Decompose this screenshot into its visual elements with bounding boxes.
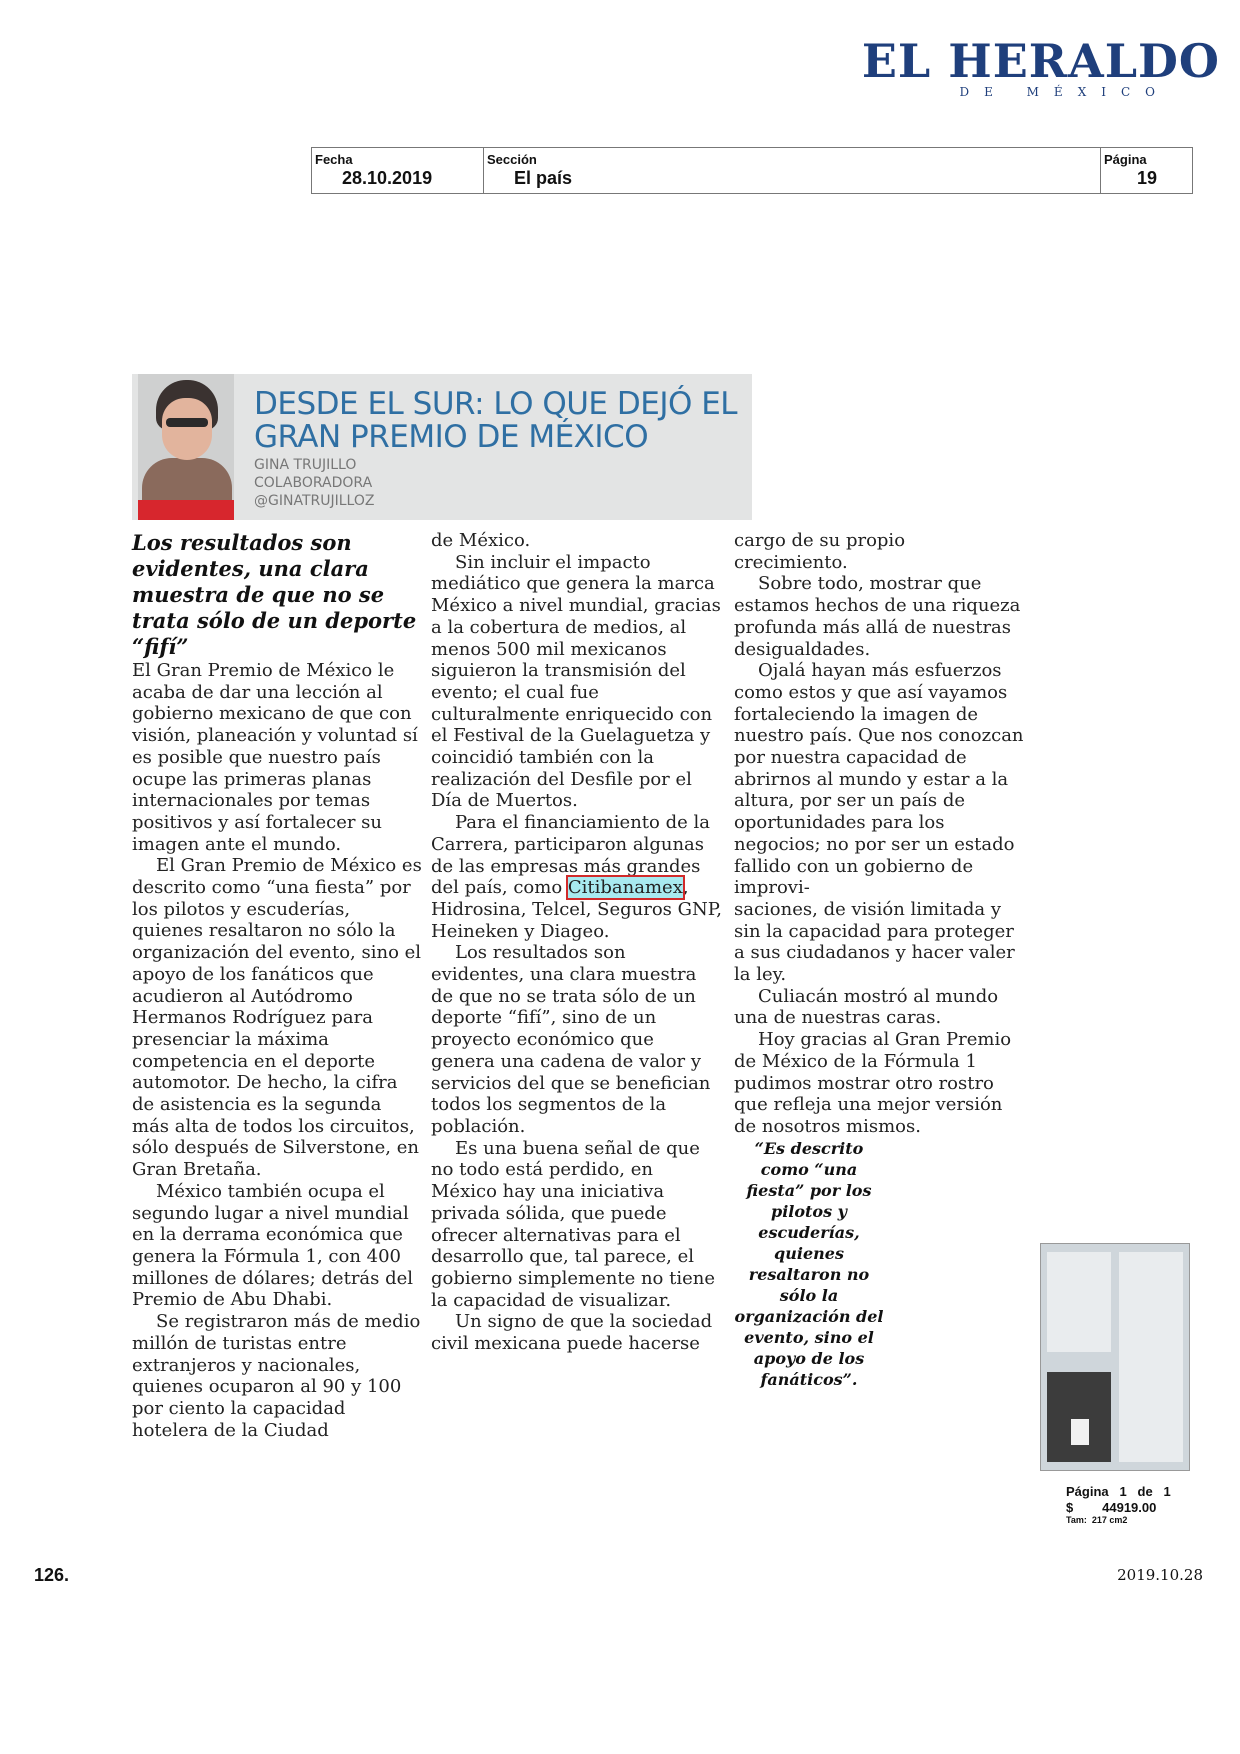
footer-date: 2019.10.28 [1117, 1566, 1203, 1584]
page-thumbnail [1040, 1243, 1190, 1471]
paragraph: México también ocupa el segundo lugar a nivel mundial en la derrama económica que genera la Fórmula 1, con 400 millones de dólares; detrás del Premio de Abu Dhabi. [132, 1180, 414, 1311]
paragraph: Es una buena señal de que no todo está perdido, en México hay una iniciativa privada sólida, que puede ofrecer alternativas para el desarrollo que, tal parece, el gobierno simplemente no tiene la capacidad de visualizar. [431, 1137, 716, 1311]
paragraph: cargo de su propio crecimiento. [734, 530, 906, 573]
paragraph: Los resultados son evidentes, una clara muestra de que no se trata sólo de un deporte “fifí”, sino de un proyecto económico que genera una cadena de valor y servicios del que se benefician todos los segmentos de la población. [431, 942, 711, 1137]
article-title [254, 388, 749, 454]
title-line-1: DESDE EL SUR: LO QUE DEJÓ EL [254, 386, 738, 422]
author-name: GINA TRUJILLO [254, 457, 357, 473]
author-photo [138, 374, 234, 520]
paragraph: Sin incluir el impacto mediático que genera la marca México a nivel mundial, gracias a la cobertura de medios, al menos 500 mil mexicanos siguieron la transmisión del evento; el cual fue culturalmente enriquecido con el Festival de la Guelaguetza y coincidió también con la realización del Desfile por el Día de Muertos. [431, 551, 721, 812]
page-count: Página 1 de 1 [1066, 1484, 1171, 1499]
price-value: $ 44919.00 [1066, 1500, 1157, 1515]
paragraph: Culiacán mostró al mundo una de nuestras caras. [734, 985, 999, 1029]
clipping-info-box [311, 147, 1193, 194]
paragraph: Se registraron más de medio millón de turistas entre extranjeros y nacionales, quienes ocuparon al 90 y 100 por ciento la capacidad hotelera de la Ciudad [132, 1311, 421, 1441]
highlighted-brand: Citibanamex [567, 877, 683, 899]
seccion-label: Sección [487, 152, 537, 167]
size-value: Tam: 217 cm2 [1066, 1515, 1128, 1525]
fecha-value: 28.10.2019 [342, 168, 433, 188]
article-column-1 [132, 530, 422, 1441]
logo-sub-text: DE MÉXICO [959, 85, 1170, 99]
article-column-2 [431, 530, 723, 1355]
author-role: COLABORADORA [254, 475, 373, 491]
article-column-3 [734, 530, 1024, 1390]
text-segment: Para el financiamiento de la Carrera, participaron algunas de las empresas más grandes del país, como [431, 812, 710, 899]
title-line-2: GRAN PREMIO DE MÉXICO [254, 419, 649, 455]
page-info [1066, 1484, 1196, 1525]
paragraph: Hoy gracias al Gran Premio de México de la Fórmula 1 pudimos mostrar otro rostro que refleja una mejor versión de nosotros mismos. [734, 1029, 1012, 1137]
paragraph: Sobre todo, mostrar que estamos hechos de una riqueza profunda más allá de nuestras desigualdades. [734, 573, 1021, 660]
paragraph-wrapped: Ojalá hayan más esfuerzos como estos y que así vayamos fortaleciendo la imagen de nuestro país. Que nos conozcan por nuestra capacidad de abrirnos al mundo y estar a la altura, por ser un país de oportunidades para los negocios; no por ser un estado fallido con un gobierno de improvi- [734, 660, 1024, 899]
footer-number: 126. [34, 1565, 70, 1585]
paragraph: El Gran Premio de México es descrito como “una fiesta” por los pilotos y escuderías, quienes resaltaron no sólo la organización del evento, sino el apoyo de los fanáticos que acudieron al Autódromo Hermanos Rodríguez para presenciar la máxima competencia en el deporte automotor. De hecho, la cifra de asistencia es la segunda más alta de todos los circuitos, sólo después de Silverstone, en Gran Bretaña. [132, 855, 422, 1181]
paragraph: saciones, de visión limitada y sin la capacidad para proteger a sus ciudadanos y hacer valer la ley. [734, 898, 1015, 986]
fecha-label: Fecha [315, 152, 353, 167]
article-lede: Los resultados son evidentes, una clara muestra de que no se trata sólo de un deporte “fifí” [132, 530, 417, 659]
pagina-value: 19 [1137, 168, 1158, 188]
paragraph-sponsors [431, 812, 723, 942]
pull-quote: “Es descrito como “una fiesta” por los pilotos y escuderías, quienes resaltaron no sólo la organización del evento, sino el apoyo de los fanáticos”. [734, 1138, 884, 1389]
newspaper-logo [840, 34, 1220, 100]
author-handle: @GINATRUJILLOZ [254, 493, 375, 509]
logo-main-text: EL HERALDO [861, 34, 1220, 88]
text-segment: , Hidrosina, Telcel, Seguros GNP, Heineken y Diageo. [431, 877, 722, 942]
pagina-label: Página [1104, 152, 1147, 167]
seccion-cell [484, 148, 1101, 193]
fecha-cell [312, 148, 484, 193]
paragraph: El Gran Premio de México le acaba de dar una lección al gobierno mexicano de que con visión, planeación y voluntad sí es posible que nuestro país ocupe las primeras planas internacionales por temas positivos y así fortalecer su imagen ante el mundo. [132, 660, 418, 855]
paragraph: de México. [431, 530, 531, 551]
seccion-value: El país [514, 168, 573, 188]
column-header [132, 374, 752, 520]
pagina-cell [1101, 148, 1191, 193]
paragraph: Un signo de que la sociedad civil mexicana puede hacerse [431, 1311, 713, 1355]
byline [254, 456, 374, 510]
